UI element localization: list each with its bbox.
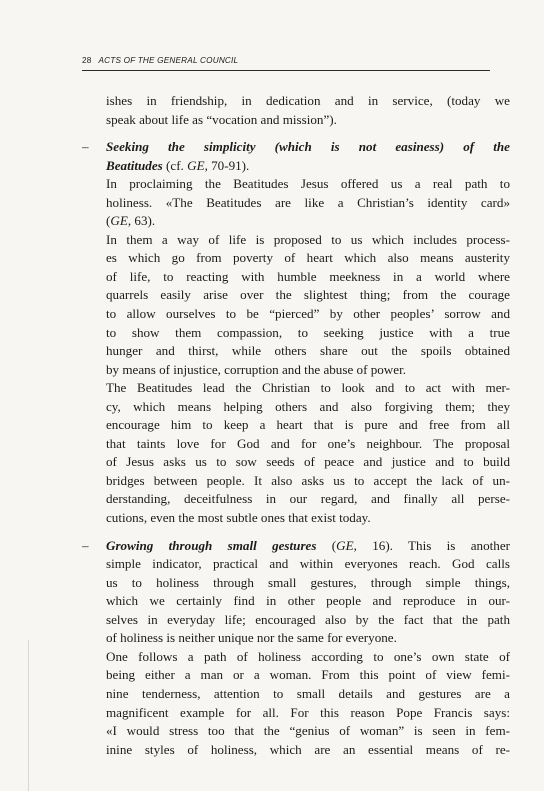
text-line: quarrels easily arise over the slightest thing; from the courage <box>106 287 510 303</box>
text-line: bridges between people. It also asks us to accept the lack of un- <box>106 472 510 488</box>
reference-abbrev: GE <box>110 213 128 229</box>
heading-text: , 70-91). <box>204 157 250 173</box>
heading-text: (cf. <box>162 157 188 173</box>
text-line: cutions, even the most subtle ones that exist today. <box>106 510 371 526</box>
text-line: es which go from poverty of heart which also means austerity <box>106 250 510 266</box>
list-dash: – <box>82 537 89 553</box>
continuation-paragraph <box>106 92 510 129</box>
page-number: 28 <box>82 56 92 65</box>
scan-edge-line <box>28 640 29 791</box>
running-title: ACTS OF THE GENERAL COUNCIL <box>98 56 239 65</box>
item-heading-bold: Beatitudes <box>106 157 163 173</box>
item-heading-bold: Growing through small gestures <box>106 537 317 553</box>
text-line: ishes in friendship, in dedication and in service, (today we <box>106 93 510 108</box>
text-line: «I would stress too that the “genius of woman” is seen in fem- <box>106 723 510 739</box>
text-line: us to holiness through small gestures, through simple things, <box>106 574 510 590</box>
list-dash: – <box>82 139 89 155</box>
reference-abbrev: GE <box>187 157 205 173</box>
text-line: being either a man or a woman. From this point of view femi- <box>106 667 510 683</box>
text-line: In them a way of life is proposed to us which includes process- <box>106 231 510 247</box>
text-line: derstanding, deceitfulness in our regard, and finally all perse- <box>106 491 510 507</box>
text-line: magnificent example for all. For this reason Pope Francis says: <box>106 704 510 720</box>
text-line: nine tenderness, attention to small details and gestures are a <box>106 685 510 701</box>
heading-text: ( <box>316 537 337 553</box>
text-line <box>106 212 510 231</box>
text-line: holiness. «The Beatitudes are like a Christian’s identity card» <box>106 194 510 210</box>
item-heading-line <box>106 537 510 556</box>
text-line: to show them compassion, to seeking justice with a true <box>106 324 510 340</box>
text-line: of Jesus asks us to sow seeds of peace and justice and to build <box>106 454 510 470</box>
text-line: cy, which means helping others and also forgiving them; they <box>106 398 510 414</box>
text-line: The Beatitudes lead the Christian to look and to act with mer- <box>106 380 510 396</box>
text-line: speak about life as “vocation and mission”). <box>106 111 337 127</box>
text-line: inine styles of holiness, which are an essential means of re- <box>106 741 510 757</box>
text-line: by means of injustice, corruption and the abuse of power. <box>106 361 406 377</box>
item-heading: Seeking the simplicity (which is not easiness) of the <box>106 139 510 155</box>
text-line: to allow ourselves to be “pierced” by other peoples’ sorrow and <box>106 306 510 322</box>
running-header <box>82 56 490 71</box>
text-line: which we certainly find in other people and reproduce in our- <box>106 593 510 609</box>
text-line: simple indicator, practical and within everyones reach. God calls <box>106 556 510 572</box>
item-heading-cont <box>106 157 510 176</box>
page-body <box>82 92 510 759</box>
heading-text: , 16). This is another <box>353 537 510 553</box>
text-line: of life, to reacting with humble meekness in a world where <box>106 268 510 284</box>
text-line: selves in everyday life; encouraged also by the fact that the path <box>106 611 510 627</box>
text-line: One follows a path of holiness according to one’s own state of <box>106 648 510 664</box>
text-line: that taints love for God and for one’s neighbour. The proposal <box>106 435 510 451</box>
ref-text: , 63). <box>127 213 156 229</box>
list-item-beatitudes <box>82 138 510 527</box>
text-line: encourage him to keep a heart that is pure and free from all <box>106 417 510 433</box>
ref-text: ( <box>106 213 111 229</box>
reference-abbrev: GE <box>336 537 354 553</box>
text-line: In proclaiming the Beatitudes Jesus offered us a real path to <box>106 176 510 192</box>
text-line: hunger and thirst, while others share out the spoils obtained <box>106 343 510 359</box>
list-item-small-gestures <box>82 537 510 760</box>
text-line: of holiness is neither unique nor the same for everyone. <box>106 630 397 646</box>
